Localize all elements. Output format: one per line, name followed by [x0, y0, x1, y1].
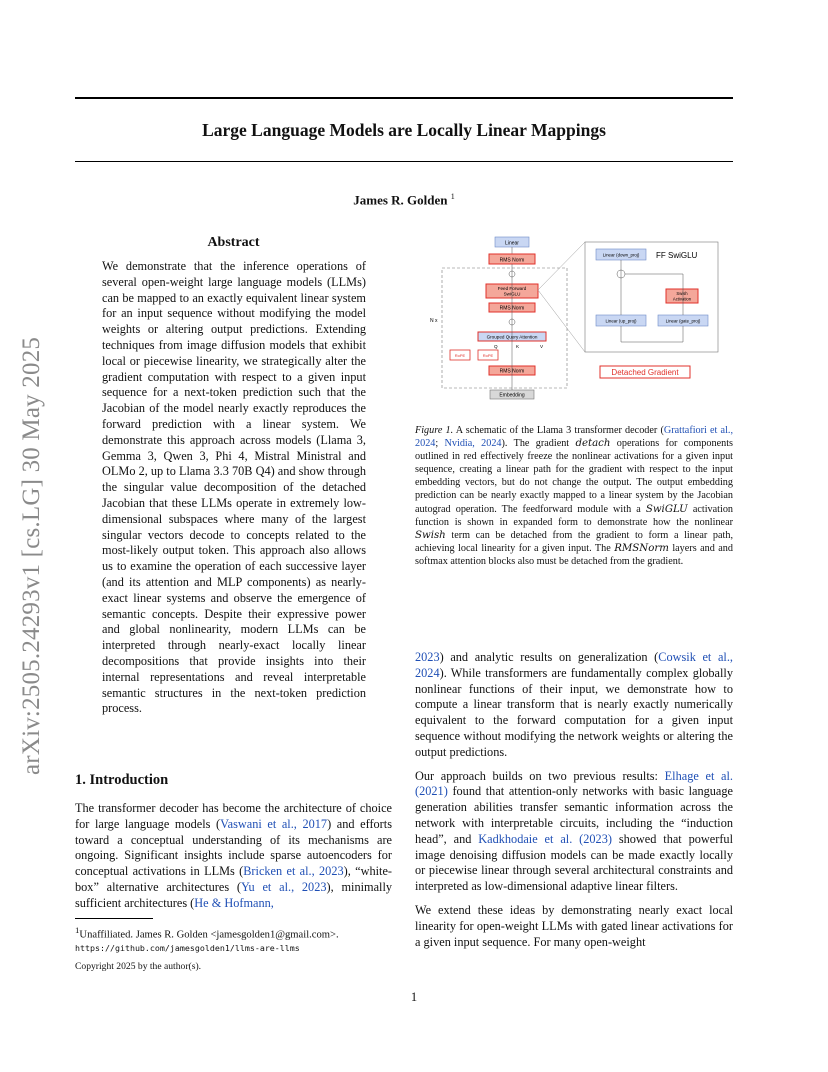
caption-text: layers and and softmax attention blocks also must be detached from the gradient.	[415, 542, 733, 567]
intro-paragraph	[75, 801, 392, 912]
zoom-connector	[538, 290, 585, 352]
linear-label: Linear	[505, 240, 519, 247]
feed-forward-label: Feed Forward	[497, 286, 527, 291]
citation-link[interactable]: Yu et al., 2023	[241, 879, 327, 894]
swish-label: Swish	[676, 291, 688, 296]
title-bottom-rule	[75, 161, 733, 162]
citation-link[interactable]: Bricken et al., 2023	[243, 864, 344, 879]
footnote-text: Unaffiliated. James R. Golden <jamesgolden1@gmail.com>.	[79, 929, 339, 941]
embedding-label: Embedding	[499, 392, 525, 399]
citation-link[interactable]: He & Hofmann,	[194, 895, 274, 910]
math-swish: Swish	[415, 529, 446, 541]
caption-text: term can be detached from the gradient to form a linear path, achieving local linearity for a given input. The	[415, 529, 733, 554]
rope-label: RoPE	[482, 353, 494, 358]
caption-text: ). The gradient	[501, 438, 576, 450]
rms-norm-label: RMS Norm	[499, 305, 525, 312]
citation-link[interactable]: Kadkhodaie et al. (2023)	[478, 831, 612, 846]
intro-text: ) and efforts toward a conceptual understanding of its mechanisms are ongoing. Significant insights include sparse autoencoders for conceptual activations in LLMs (	[75, 816, 392, 879]
intro-text: ), minimally sufficient architectures (	[75, 879, 393, 910]
paragraph	[415, 769, 733, 895]
citation-link[interactable]: Cowsik et al., 2024	[415, 650, 733, 680]
down-proj-label: Linear (down_proj)	[602, 252, 640, 258]
swiglu-label: SwiGLU	[503, 291, 521, 297]
paragraph	[415, 650, 733, 761]
gqa-label: Grouped Query Attention	[486, 334, 538, 340]
caption-text: ;	[435, 438, 445, 450]
rope-label: RoPE	[454, 353, 466, 358]
repeat-count-label: N x	[430, 318, 438, 324]
caption-text: A schematic of the Llama 3 transformer decoder (	[453, 425, 664, 436]
section-heading-introduction: 1. Introduction	[75, 772, 169, 788]
citation-link[interactable]: Grattafiori et al., 2024	[415, 425, 733, 450]
rms-norm-label: RMS Norm	[499, 257, 525, 264]
v-label: V	[540, 344, 544, 349]
math-rmsnorm: RMSNorm	[614, 542, 669, 554]
footnote-rule	[75, 918, 153, 919]
zoom-connector	[538, 242, 585, 290]
citation-link[interactable]: Elhage et al. (2021)	[415, 768, 733, 799]
paragraph-text: ). While transformers are fundamentally complex globally nonlinear functions of their input, we demonstrate how to compute a linear transform that is nearly exactly numerically equivalent to the forward computation for a given input sequence without modifying the network weights or altering the output predictions.	[415, 665, 733, 759]
citation-link[interactable]: Nvidia, 2024	[444, 438, 502, 450]
page-number: 1	[410, 990, 418, 1004]
footnote-mark: 1	[75, 925, 80, 935]
paragraph-text: Our approach builds on two previous results:	[415, 768, 665, 783]
paper-title: Large Language Models are Locally Linear Mappings	[202, 120, 606, 140]
math-detach: detach	[575, 438, 611, 450]
q-label: Q	[494, 344, 498, 349]
caption-label: Figure 1.	[415, 425, 454, 436]
abstract-text: We demonstrate that the inference operations of several open-weight large language models (LLMs) can be mapped to an exactly equivalent linear system for an input sequence without modifying the model weights or altering output predictions. Extending techniques from image diffusion models that exhibit local or piecewise linearity, we strategically alter the gradient computation with respect to a given input sequence for a next-token prediction such that the Jacobian of the model nearly exactly reproduces the forward prediction with a linear system. We demonstrate this approach across models (Llama 3, Gemma 3, Qwen 3, Phi 4, Mistral Ministral and OLMo 2, up to Llama 3.3 70B Q4) and show through the singular value decomposition of the detached Jacobian that these LLMs operate in extremely low-dimensional subspaces where many of the largest singular vectors decode to concepts related to the most-likely output token. This approach also allows us to examine the operation of each successive layer (and its attention and MLP components) as nearly-exact linear systems and observe the emergence of semantic concepts. Despite their expressive power and global nonlinearity, modern LLMs can be interpreted through nearly-exact locally linear decompositions that provide insights into their internal representations and reveal interpretable semantic structures in the next-token prediction process.	[102, 259, 366, 716]
math-swiglu: SwiGLU	[645, 503, 688, 515]
intro-text: ), “white-box” alternative architectures (	[75, 864, 392, 894]
caption-text: operations for components outlined in red effectively freeze the nonlinear activations for a given input sequence, creating a linear path for the gradient with respect to the input embedding vectors, but do not change the output. The output embedding prediction can be nearly exactly mapped to a linear system by the Jacobian autograd operation. The feedforward module with a	[415, 438, 733, 515]
author-line	[75, 192, 733, 208]
activation-label: Activation	[672, 296, 692, 302]
up-proj-label: Linear (up_proj)	[605, 318, 637, 324]
author-affiliation-mark: 1	[450, 192, 455, 201]
figure-caption	[415, 424, 733, 568]
paragraph-text: ) and analytic results on generalization (	[439, 650, 659, 664]
paragraph: We extend these ideas by demonstrating nearly exact local linearity for open-weight LLMs with gated linear activations for a given input sequence. For many open-weight	[415, 902, 733, 949]
k-label: K	[516, 344, 520, 349]
figure-llama3-schematic	[420, 232, 738, 412]
gate-proj-label: Linear (gate_proj)	[665, 318, 701, 324]
rms-norm-label: RMS Norm	[499, 368, 525, 375]
title-top-rule	[75, 97, 733, 99]
copyright-notice: Copyright 2025 by the author(s).	[75, 961, 202, 972]
right-column-text	[415, 650, 733, 958]
author-name: James R. Golden	[353, 192, 448, 208]
citation-link[interactable]: 2023	[415, 650, 440, 664]
detached-gradient-label: Detached Gradient	[611, 368, 679, 377]
arxiv-sidebar-id: arXiv:2505.24293v1 [cs.LG] 30 May 2025	[18, 336, 45, 775]
citation-link[interactable]: Vaswani et al., 2017	[220, 816, 328, 831]
caption-text: activation function is shown in expanded form to demonstrate how the nonlinear	[415, 503, 734, 528]
paragraph-text: found that attention-only networks with basic language generation abilities transfer semantic information across the network with interpretable circuits, including the “induction head”, and	[415, 784, 733, 846]
footnote-url[interactable]: https://github.com/jamesgolden1/llms-are-llms	[75, 942, 300, 953]
abstract-heading: Abstract	[207, 235, 260, 250]
footnote	[75, 924, 405, 955]
intro-text: The transformer decoder has become the architecture of choice for large language models (	[75, 801, 392, 831]
paragraph-text: showed that powerful image denoising diffusion models can be made exactly locally or piecewise linear through several architectural constraints and interpreted as low-dimensional adaptive linear filters.	[415, 831, 733, 894]
ff-swiglu-title: FF SwiGLU	[656, 251, 698, 260]
